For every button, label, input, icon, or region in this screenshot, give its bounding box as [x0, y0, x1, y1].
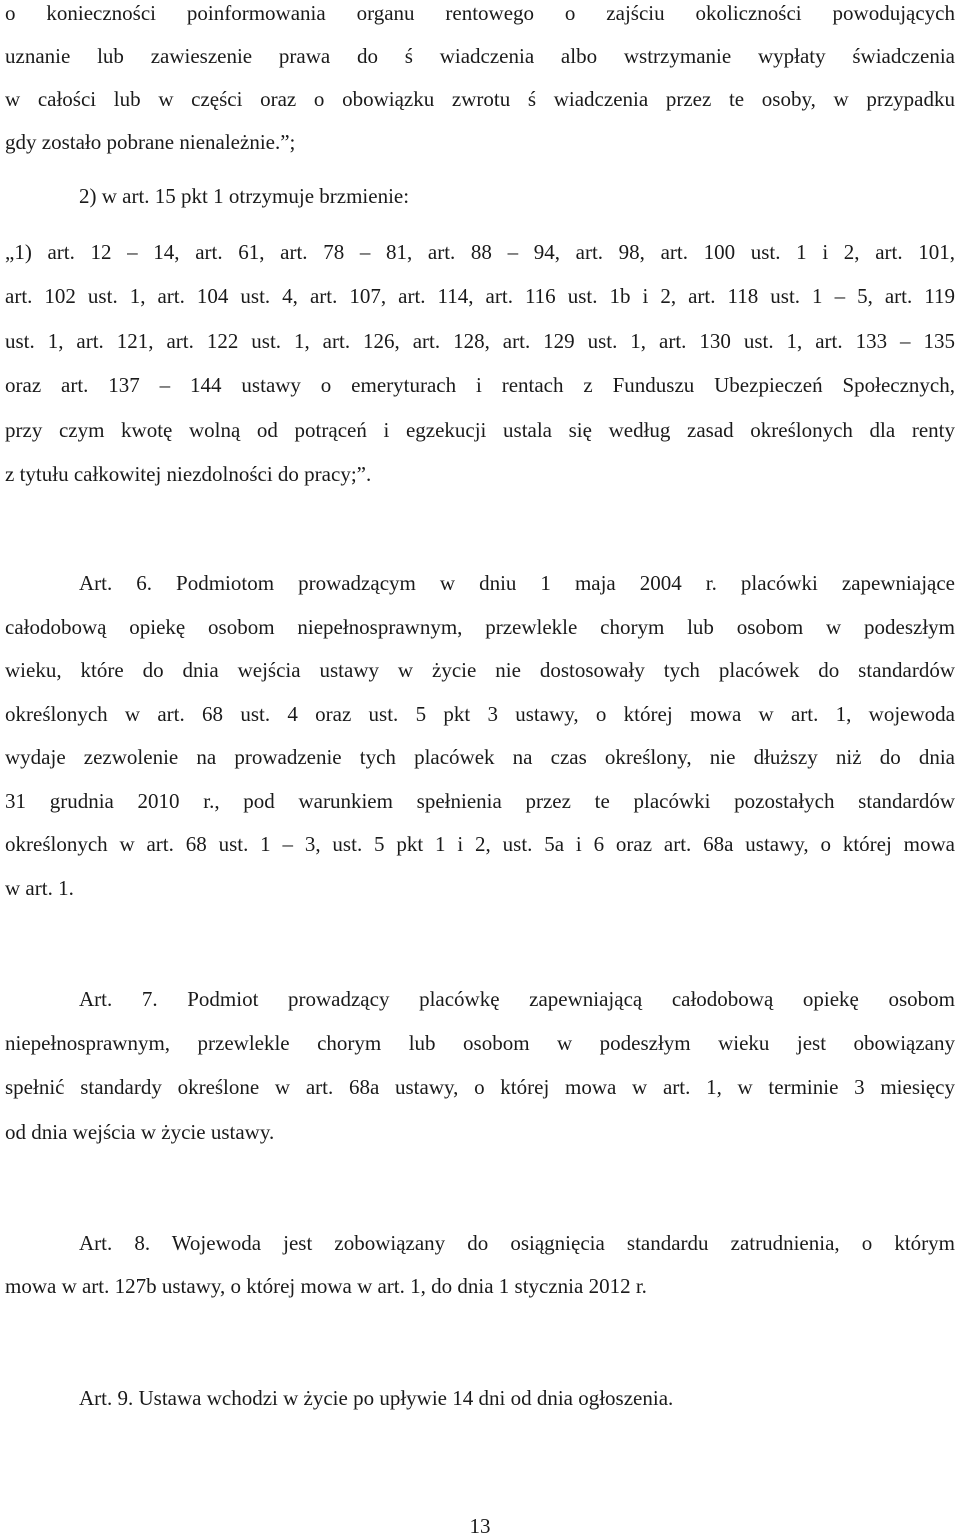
text-line: o konieczności poinformowania organu rentowego o zajściu okoliczności powodujących: [5, 1, 955, 25]
article-7-line: Art. 7. Podmiot prowadzący placówkę zapewniającą całodobową opiekę osobom: [79, 987, 955, 1011]
text-line: uznanie lub zawieszenie prawa do ś wiadczenia albo wstrzymanie wypłaty świadczenia: [5, 44, 955, 68]
text-line: przy czym kwotę wolną od potrąceń i egzekucji ustala się według zasad określonych dla renty: [5, 418, 955, 442]
text-line: spełnić standardy określone w art. 68a ustawy, o której mowa w art. 1, w terminie 3 miesięcy: [5, 1075, 955, 1099]
text-line: art. 102 ust. 1, art. 104 ust. 4, art. 107, art. 114, art. 116 ust. 1b i 2, art. 118 ust. 1 – 5, art. 119: [5, 284, 955, 308]
text-line: wydaje zezwolenie na prowadzenie tych placówek na czas określony, nie dłuższy niż do dnia: [5, 745, 955, 769]
text-line: gdy zostało pobrane nienależnie.”;: [5, 130, 296, 154]
text-line: oraz art. 137 – 144 ustawy o emeryturach i rentach z Funduszu Ubezpieczeń Społecznych,: [5, 373, 955, 397]
article-6-line: Art. 6. Podmiotom prowadzącym w dniu 1 maja 2004 r. placówki zapewniające: [79, 571, 955, 595]
text-line: z tytułu całkowitej niezdolności do pracy;”.: [5, 462, 372, 486]
text-line: niepełnosprawnym, przewlekle chorym lub osobom w podeszłym wieku jest obowiązany: [5, 1031, 955, 1055]
text-line: mowa w art. 127b ustawy, o której mowa w art. 1, do dnia 1 stycznia 2012 r.: [5, 1274, 647, 1298]
text-line: w art. 1.: [5, 876, 74, 900]
text-line: wieku, które do dnia wejścia ustawy w życie nie dostosowały tych placówek do standardów: [5, 658, 955, 682]
article-9-line: Art. 9. Ustawa wchodzi w życie po upływie 14 dni od dnia ogłoszenia.: [79, 1386, 674, 1410]
text-line: ust. 1, art. 121, art. 122 ust. 1, art. 126, art. 128, art. 129 ust. 1, art. 130 ust. 1, art. 133 – 135: [5, 329, 955, 353]
article-8-line: Art. 8. Wojewoda jest zobowiązany do osiągnięcia standardu zatrudnienia, o którym: [79, 1231, 955, 1255]
text-line: całodobową opiekę osobom niepełnosprawnym, przewlekle chorym lub osobom w podeszłym: [5, 615, 955, 639]
text-line: określonych w art. 68 ust. 4 oraz ust. 5 pkt 3 ustawy, o której mowa w art. 1, wojewoda: [5, 702, 955, 726]
text-line: „1) art. 12 – 14, art. 61, art. 78 – 81, art. 88 – 94, art. 98, art. 100 ust. 1 i 2, art. 101,: [5, 240, 955, 264]
text-line: w całości lub w części oraz o obowiązku zwrotu ś wiadczenia przez te osoby, w przypadku: [5, 87, 955, 111]
text-line: określonych w art. 68 ust. 1 – 3, ust. 5 pkt 1 i 2, ust. 5a i 6 oraz art. 68a ustawy, o której mowa: [5, 832, 955, 856]
text-line: 31 grudnia 2010 r., pod warunkiem spełnienia przez te placówki pozostałych standardów: [5, 789, 955, 813]
page-number: 13: [469, 1514, 491, 1538]
text-line: od dnia wejścia w życie ustawy.: [5, 1120, 275, 1144]
text-line: 2) w art. 15 pkt 1 otrzymuje brzmienie:: [79, 184, 410, 208]
